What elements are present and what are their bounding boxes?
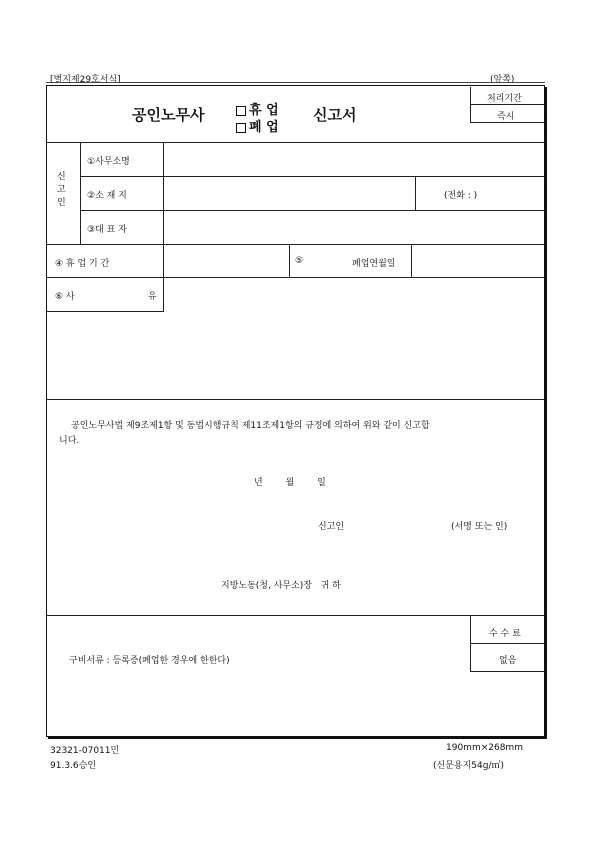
fee-label: 수 수 료 [489,629,521,639]
close-label: 폐 업 [249,120,279,135]
option-close[interactable] [236,116,279,135]
processing-label: 처리기간 [487,94,522,104]
page-side-label: (앞쪽) [490,75,515,85]
reason-label: ⑥ 사 [55,292,75,302]
office-name-field[interactable] [165,144,543,175]
location-label: ②소 재 지 [87,191,127,201]
representative-label: ③대 표 자 [87,225,127,235]
form-title-prefix: 공인노무사 [132,106,205,124]
closure-date-label: 폐업연월일 [352,259,396,269]
fee-value: 없음 [499,656,517,666]
declaration-text-line1: 공인노무사법 제9조제1항 및 동법시행규칙 제11조제1항의 규정에 의하여 위와 같이 신고합 [71,421,430,431]
reason-label-end: 유 [148,292,157,302]
approval-date: 91.3.6승인 [50,761,97,771]
location-field[interactable] [165,178,413,208]
closure-date-field[interactable] [413,246,543,276]
declaration-date: 년 월 일 [254,478,326,488]
paper-spec: (신문용지54g/㎡) [433,761,504,771]
representative-field[interactable] [165,212,543,242]
signature-label: (서명 또는 인) [451,522,508,532]
processing-value: 즉시 [497,112,515,122]
declaration-text-line2: 니다. [59,436,80,446]
close-checkbox[interactable] [236,123,246,133]
recipient-line: 지방노동(청, 사무소)장 귀 하 [221,581,341,591]
form-number: [별지제29호서식] [50,75,121,85]
paper-size: 190mm×268mm [446,743,523,753]
form-title-suffix: 신고서 [313,106,357,124]
suspend-label: 휴 업 [249,103,279,118]
reporter-group-label: 신 고 인 [57,172,66,208]
period-field[interactable] [165,246,287,276]
phone-label: (전화 : ) [444,191,478,201]
closure-date-number: ⑤ [295,256,304,266]
period-label: ④ 휴 업 기 간 [55,259,110,269]
reason-field[interactable] [165,279,543,397]
form-code: 32321-07011민 [50,746,120,756]
suspend-checkbox[interactable] [236,106,246,116]
office-name-label: ①사무소명 [87,157,130,167]
required-documents: 구비서류 : 등록증(폐업한 경우에 한한다) [69,656,230,666]
declaration-reporter: 신고인 [318,522,345,532]
